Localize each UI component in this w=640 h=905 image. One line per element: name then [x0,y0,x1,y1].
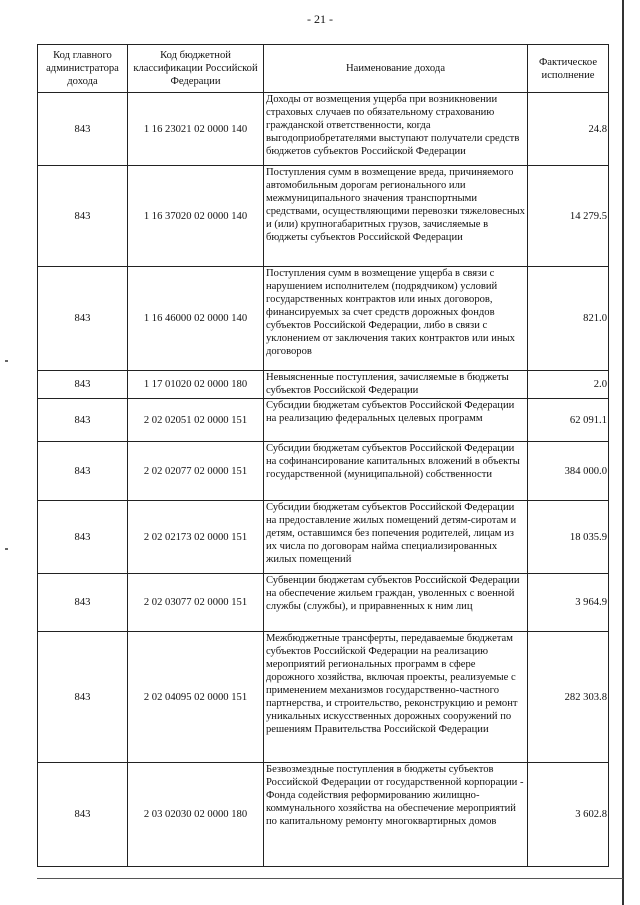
table-row [38,399,609,442]
table-row [38,267,609,371]
table-row [38,501,609,574]
header-actual-amount: Фактическое исполнение [528,45,609,93]
admin-code-cell: 843 [38,371,128,399]
admin-code-cell: 843 [38,267,128,371]
header-revenue-name: Наименование дохода [264,45,528,93]
budget-code-cell: 2 02 02077 02 0000 151 [128,442,264,501]
revenue-name-cell: Субвенции бюджетам субъектов Российской Федерации на обеспечение жильем граждан, уволенных с военной службы (службы), и приравненных к ним лиц [264,574,528,632]
revenue-name-cell: Субсидии бюджетам субъектов Российской Федерации на предоставление жилых помещений детям-сиротам и детям, оставшимся без попечения родителей, лицам из их числа по договорам найма специализированных жилых помещений [264,501,528,574]
admin-code-cell: 843 [38,93,128,166]
revenue-name-cell: Доходы от возмещения ущерба при возникновении страховых случаев по обязательному страхованию гражданской ответственности, когда выгодоприобретателями выступают получатели средств бюджетов субъектов Российской Федерации [264,93,528,166]
table-row [38,371,609,399]
header-budget-code: Код бюджетной классификации Российской Федерации [128,45,264,93]
revenue-name-cell: Субсидии бюджетам субъектов Российской Федерации на софинансирование капитальных вложений в объекты государственной (муниципальной) собственности [264,442,528,501]
amount-cell: 18 035.9 [528,501,609,574]
budget-code-cell: 2 02 02173 02 0000 151 [128,501,264,574]
revenue-table [37,44,609,867]
admin-code-cell: 843 [38,166,128,267]
budget-code-cell: 2 02 03077 02 0000 151 [128,574,264,632]
scan-mark [5,548,8,550]
budget-code-cell: 1 16 23021 02 0000 140 [128,93,264,166]
scan-bottom-line [37,878,623,879]
admin-code-cell: 843 [38,501,128,574]
admin-code-cell: 843 [38,763,128,867]
revenue-name-cell: Безвозмездные поступления в бюджеты субъектов Российской Федерации от государственной корпорации - Фонда содействия реформированию жилищно-коммунального хозяйства на обеспечение мероприятий по капитальному ремонту многоквартирных домов [264,763,528,867]
scan-edge-line [622,0,624,905]
amount-cell: 2.0 [528,371,609,399]
table-row [38,166,609,267]
amount-cell: 62 091.1 [528,399,609,442]
header-admin-code: Код главного администратора дохода [38,45,128,93]
budget-code-cell: 1 17 01020 02 0000 180 [128,371,264,399]
scan-mark [5,360,8,362]
amount-cell: 3 964.9 [528,574,609,632]
revenue-name-cell: Невыясненные поступления, зачисляемые в бюджеты субъектов Российской Федерации [264,371,528,399]
amount-cell: 3 602.8 [528,763,609,867]
budget-code-cell: 2 02 02051 02 0000 151 [128,399,264,442]
admin-code-cell: 843 [38,442,128,501]
table-row [38,632,609,763]
revenue-name-cell: Межбюджетные трансферты, передаваемые бюджетам субъектов Российской Федерации на реализацию мероприятий региональных программ в сфере дорожного хозяйства, включая проекты, реализуемые с применением механизмов государственно-частного партнерства, и строительство, реконструкцию и ремонт уникальных искусственных дорожных сооружений по решениям Правительства Российской Федерации [264,632,528,763]
amount-cell: 24.8 [528,93,609,166]
amount-cell: 821.0 [528,267,609,371]
revenue-name-cell: Поступления сумм в возмещение ущерба в связи с нарушением исполнителем (подрядчиком) условий государственных контрактов или иных договоров, финансируемых за счет средств дорожных фондов субъектов Российской Федерации, либо в связи с уклонением от заключения таких контрактов или иных договоров [264,267,528,371]
amount-cell: 282 303.8 [528,632,609,763]
amount-cell: 14 279.5 [528,166,609,267]
table-row [38,442,609,501]
table-row [38,93,609,166]
revenue-name-cell: Поступления сумм в возмещение вреда, причиняемого автомобильным дорогам регионального или межмуниципального значения транспортными средствами, осуществляющими перевозки тяжеловесных и (или) крупногабаритных грузов, зачисляемые в бюджеты субъектов Российской Федерации [264,166,528,267]
budget-code-cell: 2 03 02030 02 0000 180 [128,763,264,867]
table-row [38,574,609,632]
table-header-row [38,45,609,93]
revenue-name-cell: Субсидии бюджетам субъектов Российской Федерации на реализацию федеральных целевых программ [264,399,528,442]
budget-code-cell: 1 16 37020 02 0000 140 [128,166,264,267]
amount-cell: 384 000.0 [528,442,609,501]
admin-code-cell: 843 [38,399,128,442]
table-row [38,763,609,867]
budget-code-cell: 2 02 04095 02 0000 151 [128,632,264,763]
budget-code-cell: 1 16 46000 02 0000 140 [128,267,264,371]
admin-code-cell: 843 [38,632,128,763]
admin-code-cell: 843 [38,574,128,632]
page-number: - 21 - [307,12,333,26]
